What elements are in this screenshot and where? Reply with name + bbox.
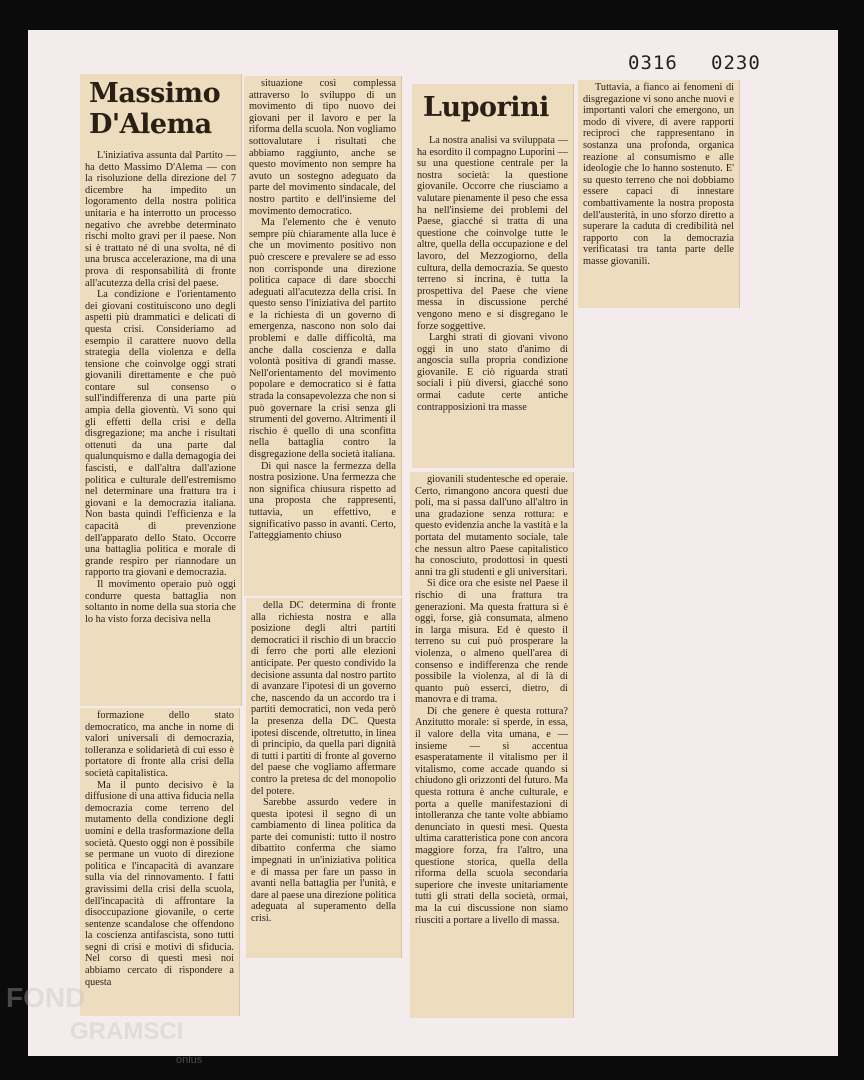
paragraph: La nostra analisi va sviluppata — ha esordito il compagno Luporini — su una questione centrale per la nostra società: la questione giovanile. Occorre che riusciamo a valutare pienamente il peso che essa ha nell'insieme dei problemi del Paese, giacché si tratta di una questione che coinvolge tutte le altre, quella della occupazione e del lavoro, del Mezzogiorno, della cultura, della democrazia. Se questo terreno si incrina, è tutta la prospettiva del Paese che viene messa in discussione perché vengono meno e si disgregano le forze soggettive. [417, 135, 568, 332]
clipping-luporini-col4 [578, 80, 740, 308]
paragraph: Il movimento operaio può oggi condurre questa battaglia non soltanto in nome della sua storia che lo ha visto forza decisiva nella [85, 578, 236, 625]
clipping-dalema-col1 [80, 74, 242, 706]
paragraph: Larghi strati di giovani vivono oggi in uno stato d'animo di angoscia sulla propria condizione giovanile. E ciò riguarda strati sociali i più diversi, giacché sono ormai cadute certe antiche contrapposizioni tra masse [417, 332, 568, 413]
paragraph: La condizione e l'orientamento dei giovani costituiscono uno degli aspetti più drammatici e delicati di questa crisi. Consideriamo ad esempio il carattere nuovo della strategia della violenza e della tensione che coinvolge oggi strati giovanili direttamente e che può contare sul consenso o sull'indifferenza di una parte più ampia della gioventù. Vi sono qui gli effetti della crisi e della disgregazione; ma anche i risultati ottenuti da una parte dal qualunquismo e dalla demagogia dei fascisti, e dall'altra dall'azione politica e culturale dell'estremismo nel determinare una frattura tra i giovani e la democrazia italiana. Non basta quindi l'efficienza e la capacità di prevenzione dell'apparato dello Stato. Occorre una battaglia politica e morale di grande respiro per riannodare un rapporto tra giovani e democrazia. [85, 289, 236, 579]
watermark-line3: onlus [176, 1054, 203, 1066]
paragraph: Ma l'elemento che è venuto sempre più chiaramente alla luce è che un movimento positivo non può crescere e prevalere se ad esso non corrisponde una direzione politica capace di dare sbocchi adeguati all'acutezza della crisi. In questo senso l'iniziativa del partito e la richiesta di un governo di emergenza, nascono non solo dai problemi e dalle difficoltà, ma anche dalla coscienza e dalla volontà positiva di grandi masse. Nell'orientamento del movimento popolare e democratico si è fatta strada la consapevolezza che non si può governare la crisi senza gli strumenti del governo. Altrimenti il rischio è quello di una sconfitta nella battaglia contro la disgregazione della società italiana. [249, 217, 396, 460]
paragraph: giovanili studentesche ed operaie. Certo, rimangono ancora questi due poli, ma si passa dall'uno all'altro in una gradazione senza rottura: e questo evidenzia anche la vastità e la portata del mutamento sociale, tale che nessun altro Paese capitalistico ha conosciuto, prodottosi in questi anni tra gli studenti e gli universitari. [415, 474, 568, 578]
paragraph: formazione dello stato democratico, ma anche in nome di valori universali di democrazia, tolleranza e solidarietà di cui esso è portatore di fronte alla crisi della società capitalistica. [85, 710, 234, 779]
paragraph: Si dice ora che esiste nel Paese il rischio di una frattura tra generazioni. Ma questa frattura si è oggi, forse, già consumata, almeno in larga misura. Ed è questo il terreno su cui può prosperare la violenza, o almeno quell'area di consenso e indifferenza che rende possibile la violenza, al di là di quanto può esserci, dietro, di manovra e di trama. [415, 578, 568, 706]
headline-luporini: Luporini [423, 92, 549, 123]
watermark-line2: GRAMSCI [70, 1018, 184, 1045]
watermark-line1: FOND [6, 982, 86, 1013]
clipping-dalema-col1b [80, 708, 240, 1016]
paragraph: Ma il punto decisivo è la diffusione di una attiva fiducia nella democrazia come terreno del mutamento della condizione degli uomini e della trasformazione della società. Questo oggi non è possibile se permane un vuoto di direzione politica e l'incapacità di avanzare sulla via del rinnovamento. I fatti gravissimi della crisi della scuola, dell'incapacità di affrontare la disoccupazione giovanile, o certe sentenze scandalose che offendono la coscienza antifascista, sono tutti segni di crisi e motivi di sfiducia. Nel corso di questi mesi noi abbiamo cercato di rispondere a questa [85, 779, 234, 988]
clipping-luporini-col3b [410, 472, 574, 1018]
clipping-dalema-col2b [246, 598, 402, 958]
watermark-logo [0, 980, 203, 1080]
paragraph: Di qui nasce la fermezza della nostra posizione. Una fermezza che non significa chiusura rispetto ad una proposta che rappresenti, tuttavia, un effettivo, e significativo passo in avanti. Certo, l'atteggiamento chiuso [249, 460, 396, 542]
paragraph: Tuttavia, a fianco ai fenomeni di disgregazione vi sono anche nuovi e importanti valori che emergono, un modo di vivere, di avere rapporti reciproci che rappresentano in sostanza una profonda, organica reazione al consumismo e alle ideologie che lo hanno sostenuto. E' su questo terreno che noi dobbiamo essere capaci di innestare combattivamente la nostra proposta dell'austerità, in uno sforzo diretto a superare la caduta di credibilità nel rapporto con la democrazia verificatasi tra tanta parte delle masse giovanili. [583, 82, 734, 267]
paragraph: situazione così complessa attraverso lo sviluppo di un movimento di tipo nuovo dei giovani per il lavoro e per la riforma della scuola. Non vogliamo sottovalutare i risultati che abbiamo raggiunto, anche se questo movimento non sempre ha avuto un sostegno adeguato da parte del movimento sindacale, del nostro partito e dell'insieme del movimento democratico. [249, 78, 396, 217]
paragraph: Di che genere è questa rottura? Anzitutto morale: si sperde, in essa, il valore della vita umana, e — insieme — si accentua esasperatamente il vitalismo per il vitalismo, come accade quando si chiudono gli orizzonti del futuro. Ma questa rottura è anche culturale, e porta a quelle manifestazioni di intolleranza che tante volte abbiamo denunciato in questi mesi. Questa ultima caratteristica pone con ancora maggiore forza, fra l'altro, una questione storica, quella della riforma della scuola secondaria superiore che investe unitariamente tutti gli strati della società, ormai, ma la cui discussione non siamo riusciti a portare a livello di massa. [415, 705, 568, 926]
clipping-luporini-col3 [412, 84, 574, 468]
paragraph: Sarebbe assurdo vedere in questa ipotesi il segno di un cambiamento di linea politica da parte dei comunisti: tutto il nostro dibattito conferma che siamo impegnati in un'iniziativa politica e di massa per fare un passo in avanti nella battaglia per l'unità, e dare al paese una direzione politica adeguata al superamento della crisi. [251, 797, 396, 925]
archive-number-right: 0230 [711, 52, 761, 74]
paragraph: L'iniziativa assunta dal Partito — ha detto Massimo D'Alema — con la risoluzione della direzione del 7 dicembre ha impedito un logoramento della nostra politica unitaria e ha interrotto un processo negativo che avrebbe determinato rischi molto gravi per il paese. Non si è trattato né di una svolta, né di una brusca accelerazione, ma di una prova di responsabilità di fronte all'acutezza della crisi del paese. [85, 150, 236, 289]
archive-number-left: 0316 [628, 52, 678, 74]
headline-dalema: Massimo D'Alema [89, 78, 221, 140]
clipping-dalema-col2 [244, 76, 402, 596]
paragraph: della DC determina di fronte alla richiesta nostra e alla posizione degli altri partiti democratici il rischio di un braccio di ferro che porti alle elezioni anticipate. Per questo condivido la decisione assunta dal nostro partito di avanzare l'ipotesi di un governo che, nascendo da un accordo tra i partiti democratici, non veda però la presenza della DC. Questa ipotesi discende, oltretutto, in linea di principio, da quella pari dignità di tutti i partiti di fronte al governo del paese che vogliamo affermare contro la pretesa dc del monopolio del potere. [251, 600, 396, 797]
